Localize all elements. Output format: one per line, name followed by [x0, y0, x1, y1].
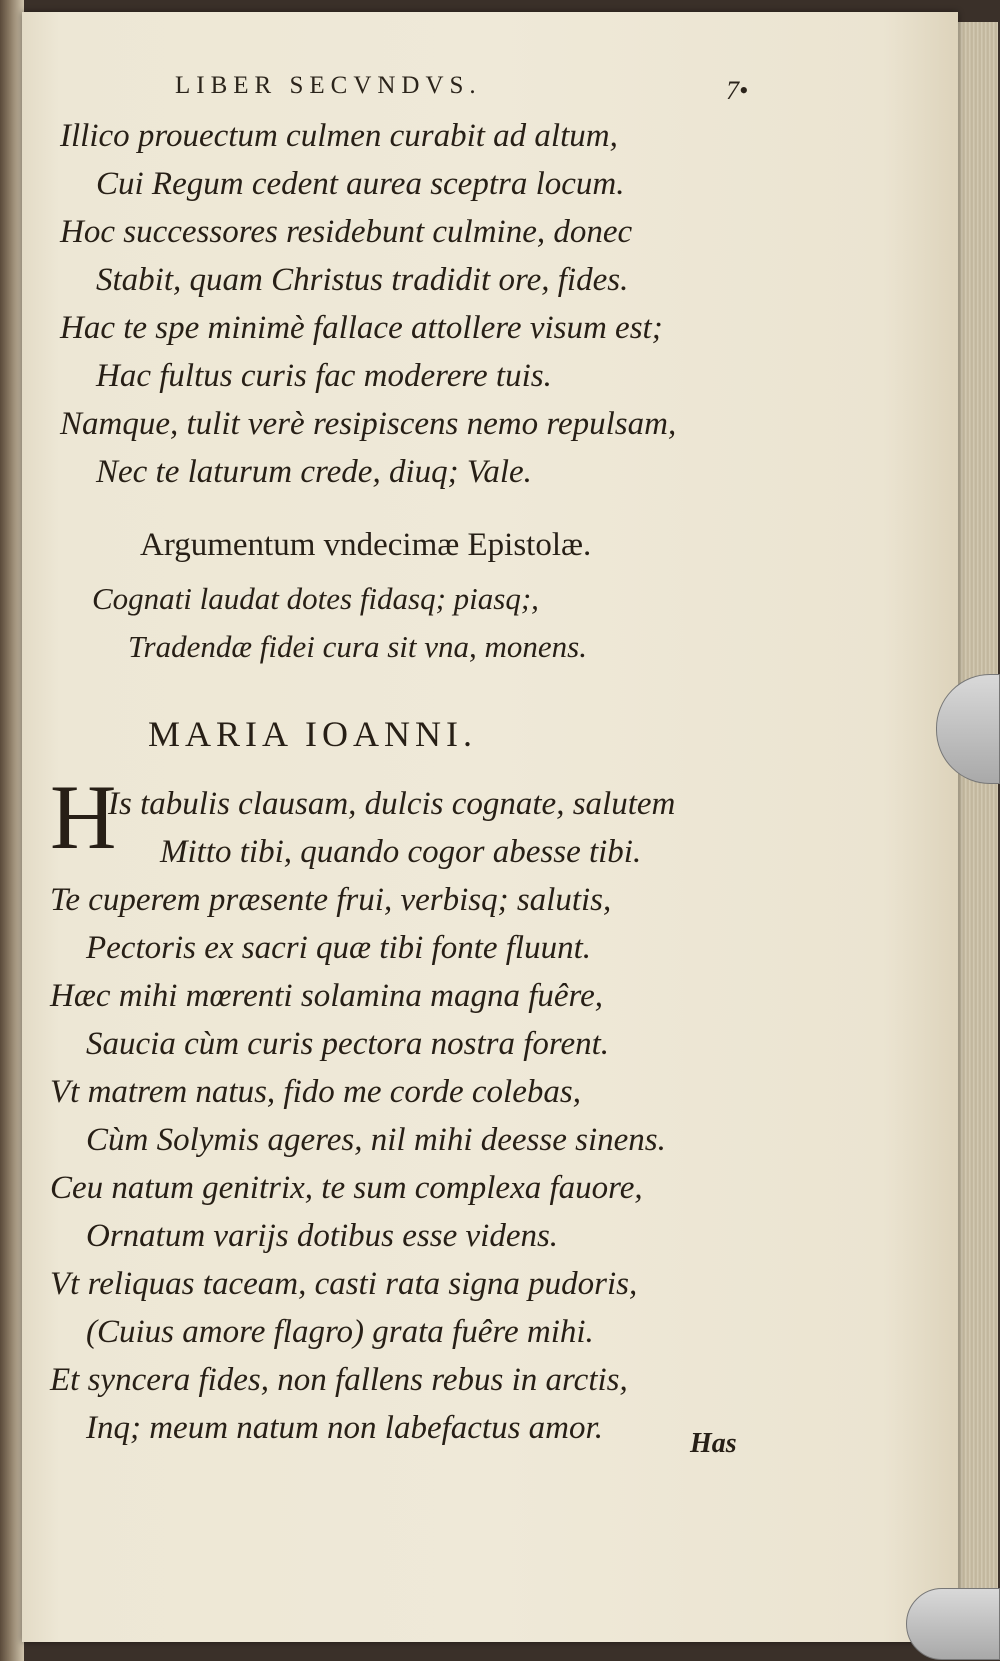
verse-line: Hac fultus curis fac moderere tuis. [96, 358, 552, 394]
page-number: 7• [726, 76, 749, 105]
epistle-poem [50, 780, 790, 1452]
verse-line: Cui Regum cedent aurea sceptra locum. [96, 166, 625, 202]
verse-line: (Cuius amore flagro) grata fuêre mihi. [86, 1314, 594, 1350]
drop-cap: H [50, 766, 117, 868]
verse-line: Nec te laturum crede, diuq; Vale. [96, 454, 532, 490]
verse-line: Pectoris ex sacri quæ tibi fonte fluunt. [86, 930, 592, 966]
verse-line: Hæc mihi mœrenti solamina magna fuêre, [50, 978, 604, 1014]
verse-line: Mitto tibi, quando cogor abesse tibi. [160, 834, 642, 870]
catchword: Has [690, 1428, 737, 1459]
verse-line: Namque, tulit verè resipiscens nemo repulsam, [60, 406, 677, 442]
verse-line: Inq; meum natum non labefactus amor. [86, 1410, 603, 1446]
book-gutter-edge [0, 0, 24, 1661]
epistle-title: MARIA IOANNI. [148, 714, 477, 754]
previous-poem-ending [60, 112, 780, 496]
verse-line: Et syncera fides, non fallens rebus in arctis, [50, 1362, 628, 1398]
verse-line: Illico prouectum culmen curabit ad altum, [60, 118, 618, 154]
argument-line: Cognati laudat dotes fidasq; piasq;, [92, 581, 539, 616]
verse-line: Ornatum varijs dotibus esse videns. [86, 1218, 559, 1254]
argument-verses [92, 575, 587, 671]
verse-line: Hoc successores residebunt culmine, donec [60, 214, 633, 250]
running-head: LIBER SECVNDVS. [175, 72, 482, 99]
verse-line: Hac te spe minimè fallace attollere visum est; [60, 310, 663, 346]
verse-line: Vt reliquas taceam, casti rata signa pudoris, [50, 1266, 638, 1302]
verse-line: Vt matrem natus, fido me corde colebas, [50, 1074, 581, 1110]
page-fore-edge [958, 22, 998, 1647]
argument-line: Tradendæ fidei cura sit vna, monens. [128, 629, 587, 664]
page-clip-bottom [906, 1588, 1000, 1660]
verse-line: Cùm Solymis ageres, nil mihi deesse sinens. [86, 1122, 666, 1158]
verse-line: Saucia cùm curis pectora nostra forent. [86, 1026, 610, 1062]
argument-heading: Argumentum vndecimæ Epistolæ. [140, 527, 592, 563]
verse-line: Ceu natum genitrix, te sum complexa fauore, [50, 1170, 643, 1206]
verse-line: Is tabulis clausam, dulcis cognate, salutem [108, 786, 676, 822]
verse-line: Stabit, quam Christus tradidit ore, fides. [96, 262, 629, 298]
verse-line: Te cuperem præsente frui, verbisq; salutis, [50, 882, 612, 918]
